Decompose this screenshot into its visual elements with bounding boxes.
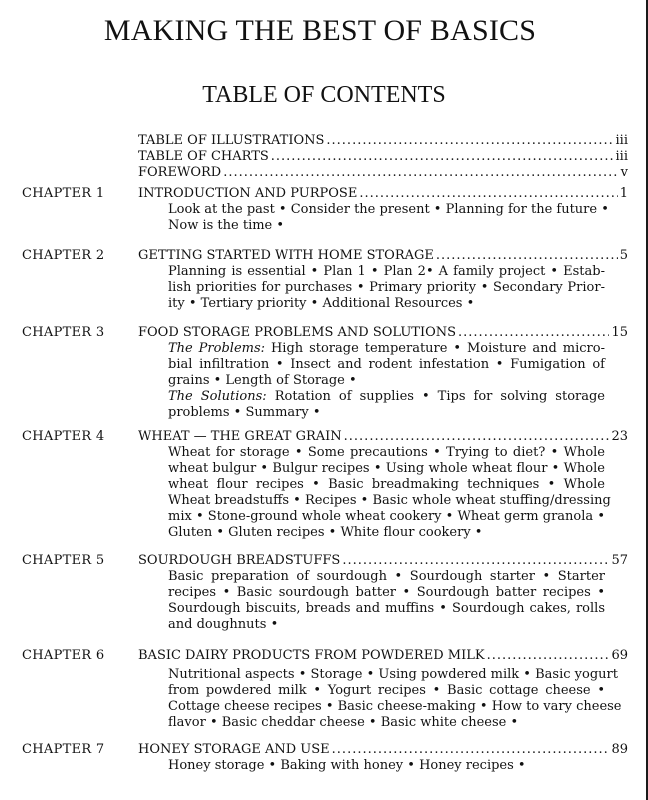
topic-line: and doughnuts • [168, 617, 279, 632]
topic-line: Now is the time • [168, 218, 285, 233]
dot-leader [326, 133, 613, 149]
front-matter-label: FOREWORD [138, 165, 222, 180]
chapter-label: CHAPTER 6 [22, 648, 105, 663]
section-lead-in: The Solutions: [168, 389, 267, 404]
dot-leader [332, 742, 610, 758]
topic-line: problems • Summary • [168, 405, 321, 420]
chapter-heading [138, 429, 628, 445]
topic-line: The Solutions: Rotation of supplies • Tips for solving storage [168, 389, 605, 404]
chapter-heading [138, 742, 628, 758]
chapter-heading [138, 186, 628, 202]
topic-line: bial infiltration • Insect and rodent infestation • Fumigation of [168, 357, 605, 372]
topic-line: wheat bulgur • Bulgur recipes • Using whole wheat flour • Whole [168, 461, 605, 476]
topic-line: Cottage cheese recipes • Basic cheese-making • How to vary cheese [168, 699, 622, 714]
page-number: 69 [611, 648, 628, 663]
book-title: MAKING THE BEST OF BASICS [103, 14, 537, 47]
chapter-label: CHAPTER 7 [22, 742, 105, 757]
chapter-title: HONEY STORAGE AND USE [138, 742, 330, 757]
chapter-topics [168, 264, 605, 312]
front-matter-entry [138, 149, 628, 165]
topic-line: Wheat for storage • Some precautions • Trying to diet? • Whole [168, 445, 605, 460]
topic-line: Nutritional aspects • Storage • Using powdered milk • Basic yogurt [168, 667, 618, 682]
chapter-topics [168, 202, 609, 234]
chapter-title: WHEAT — THE GREAT GRAIN [138, 429, 342, 444]
topic-line: recipes • Basic sourdough batter • Sourdough batter recipes • [168, 585, 605, 600]
topic-line: Wheat breadstuffs • Recipes • Basic whole wheat stuffing/dressing [168, 493, 611, 508]
front-matter-entry [138, 165, 628, 181]
chapter-label: CHAPTER 1 [22, 186, 105, 201]
dot-leader [342, 553, 609, 569]
dot-leader [436, 248, 618, 264]
page-number: 57 [611, 553, 628, 568]
topic-line: Planning is essential • Plan 1 • Plan 2• A family project • Estab- [168, 264, 605, 279]
topic-line: Basic preparation of sourdough • Sourdough starter • Starter [168, 569, 605, 584]
chapter-label: CHAPTER 4 [22, 429, 105, 444]
page-number: 1 [619, 186, 628, 201]
chapter-title: SOURDOUGH BREADSTUFFS [138, 553, 341, 568]
topic-line: flavor • Basic cheddar cheese • Basic white cheese • [168, 715, 519, 730]
page-number: v [620, 165, 628, 180]
chapter-label: CHAPTER 5 [22, 553, 105, 568]
chapter-title: FOOD STORAGE PROBLEMS AND SOLUTIONS [138, 325, 457, 340]
page-number: 89 [611, 742, 628, 757]
chapter-heading [138, 648, 628, 664]
topic-line: lish priorities for purchases • Primary priority • Secondary Prior- [168, 280, 605, 295]
chapter-topics [168, 758, 605, 774]
topic-line: grains • Length of Storage • [168, 373, 357, 388]
front-matter-entry [138, 133, 628, 149]
chapter-topics [168, 667, 622, 731]
page-number: 23 [611, 429, 628, 444]
page-number: 5 [619, 248, 628, 263]
topic-line: Gluten • Gluten recipes • White flour cookery • [168, 525, 483, 540]
front-matter [138, 133, 628, 181]
dot-leader [223, 165, 618, 181]
chapter-heading [138, 553, 628, 569]
dot-leader [344, 429, 610, 445]
section-lead-in: The Problems: [168, 341, 266, 356]
front-matter-label: TABLE OF CHARTS [138, 149, 269, 164]
chapter-label: CHAPTER 2 [22, 248, 105, 263]
topic-line: The Problems: High storage temperature • Moisture and micro- [168, 341, 605, 356]
chapter-title: BASIC DAIRY PRODUCTS FROM POWDERED MILK [138, 648, 485, 663]
page-number: iii [615, 133, 628, 148]
chapter-topics [168, 445, 611, 541]
topic-line: from powdered milk • Yogurt recipes • Basic cottage cheese • [168, 683, 605, 698]
topic-line: Honey storage • Baking with honey • Honey recipes • [168, 758, 526, 773]
topic-line: Sourdough biscuits, breads and muffins • Sourdough cakes, rolls [168, 601, 605, 616]
dot-leader [458, 325, 609, 341]
chapter-title: INTRODUCTION AND PURPOSE [138, 186, 358, 201]
page-number: iii [615, 149, 628, 164]
chapter-topics [168, 341, 605, 421]
dot-leader [359, 186, 617, 202]
front-matter-label: TABLE OF ILLUSTRATIONS [138, 133, 325, 148]
chapter-heading [138, 248, 628, 264]
topic-line: ity • Tertiary priority • Additional Resources • [168, 296, 475, 311]
chapter-topics [168, 569, 605, 633]
topic-line: Look at the past • Consider the present • Planning for the future • [168, 202, 609, 217]
page-number: 15 [611, 325, 628, 340]
dot-leader [487, 648, 610, 664]
chapter-heading [138, 325, 628, 341]
dot-leader [271, 149, 614, 165]
toc-heading: TABLE OF CONTENTS [202, 82, 446, 108]
chapter-label: CHAPTER 3 [22, 325, 105, 340]
chapter-title: GETTING STARTED WITH HOME STORAGE [138, 248, 434, 263]
topic-line: wheat flour recipes • Basic breadmaking techniques • Whole [168, 477, 605, 492]
topic-line: mix • Stone-ground whole wheat cookery • Wheat germ granola • [168, 509, 605, 524]
